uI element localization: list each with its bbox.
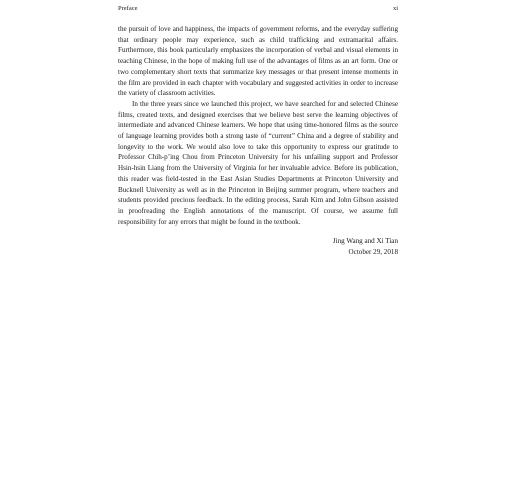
signature-block	[118, 236, 398, 257]
page-number: xi	[392, 5, 398, 12]
paragraph-continued: the pursuit of love and happiness, the impacts of government reforms, and the everyday suffering that ordinary people may experience, such as child trafficking and extramarital affairs. Furthermore, this book particularly emphasizes the incorporation of verbal and visual elements in teaching Chinese, in the hope of making full use of the advantages of films as an art form. One or two complementary short texts that summarize key messages or that present intense moments in the film are provided in each chapter with vocabulary and suggested activities in order to increase the variety of classroom activities.	[118, 25, 398, 98]
signature-date: October 29, 2018	[348, 247, 398, 256]
signature-authors: Jing Wang and Xi Tian	[332, 237, 398, 245]
running-head-title: Preface	[118, 5, 138, 12]
paragraph-acknowledgments: In the three years since we launched this project, we have searched for and selected Chinese films, created texts, and designed exercises that we believe best serve the learning objectives of intermediate and advanced Chinese learners. We hope that using time-honored films as the source of language learning provides both a strong taste of “current” China and a degree of stability and longevity to the work. We would also love to take this opportunity to express our gratitude to Professor Chih-p’ing Chou from Princeton University for his unfailing support and Professor Hsin-hsin Liang from the University of Virginia for her invaluable advice. Before its publication, this reader was field-tested in the East Asian Studies Departments at Princeton University and Bucknell University as well as in the Princeton in Beijing summer program, where teachers and students provided precious feedback. In the editing process, Sarah Kim and John Gibson assisted in proofreading the English annotations of the manuscript. Of course, we assume full responsibility for any errors that might be found in the textbook.	[118, 99, 398, 226]
body-text	[118, 24, 398, 227]
running-head	[118, 4, 398, 14]
